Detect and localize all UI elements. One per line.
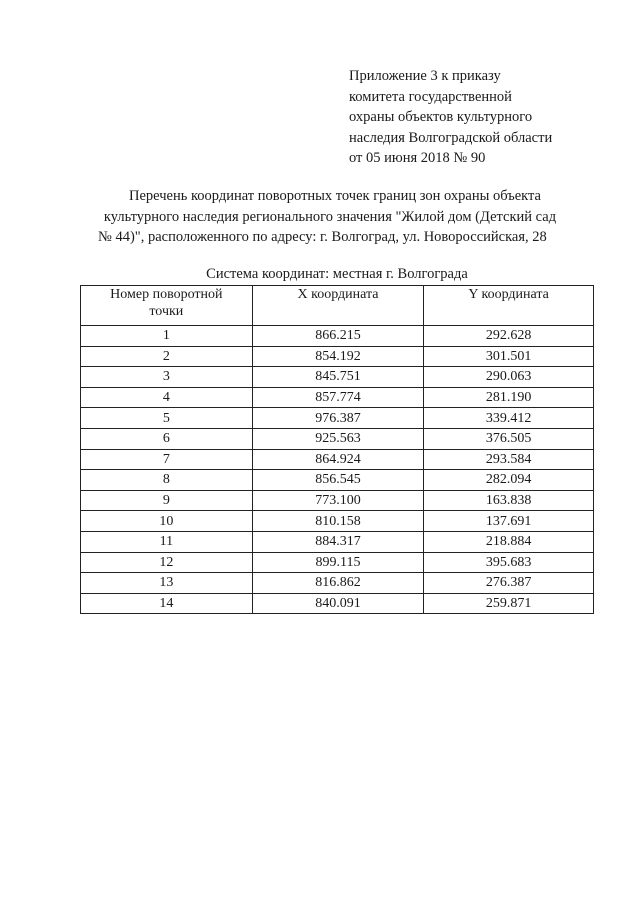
y-coordinate-cell: 218.884 (424, 531, 594, 552)
x-coordinate-cell: 925.563 (252, 428, 424, 449)
x-coordinate-cell: 816.862 (252, 573, 424, 594)
y-coordinate-cell: 137.691 (424, 511, 594, 532)
x-coordinate-cell: 856.545 (252, 470, 424, 491)
x-coordinate-cell: 976.387 (252, 408, 424, 429)
point-number-cell: 8 (81, 470, 253, 491)
y-coordinate-cell: 292.628 (424, 326, 594, 347)
table-header-row (81, 286, 594, 326)
point-number-cell: 11 (81, 531, 253, 552)
point-number-cell: 5 (81, 408, 253, 429)
x-coordinate-cell: 773.100 (252, 490, 424, 511)
point-number-cell: 13 (81, 573, 253, 594)
x-coordinate-cell: 845.751 (252, 367, 424, 388)
x-coordinate-cell: 840.091 (252, 593, 424, 614)
table-row (81, 428, 594, 449)
y-coordinate-cell: 282.094 (424, 470, 594, 491)
x-coordinate-cell: 866.215 (252, 326, 424, 347)
table-row (81, 490, 594, 511)
title-line: № 44)", расположенного по адресу: г. Волгоград, ул. Новороссийская, 28 (98, 229, 547, 245)
appendix-line: Приложение 3 к приказу (349, 68, 501, 84)
coordinate-system-caption: Система координат: местная г. Волгограда (206, 266, 468, 282)
y-coordinate-cell: 301.501 (424, 346, 594, 367)
y-coordinate-cell: 376.505 (424, 428, 594, 449)
table-row (81, 552, 594, 573)
table-row (81, 573, 594, 594)
x-coordinate-cell: 864.924 (252, 449, 424, 470)
point-number-cell: 7 (81, 449, 253, 470)
x-coordinate-cell: 899.115 (252, 552, 424, 573)
point-number-cell: 10 (81, 511, 253, 532)
table-row (81, 511, 594, 532)
table-row (81, 408, 594, 429)
title-line: культурного наследия регионального значения "Жилой дом (Детский сад (103, 208, 557, 225)
appendix-line: охраны объектов культурного (349, 109, 533, 125)
x-coordinate-cell: 810.158 (252, 511, 424, 532)
point-number-cell: 12 (81, 552, 253, 573)
appendix-line: комитета государственной (349, 88, 512, 105)
header-point-number-line1: Номер поворотной (110, 287, 223, 302)
table-body (81, 326, 594, 614)
x-coordinate-cell: 884.317 (252, 531, 424, 552)
table-row (81, 593, 594, 614)
appendix-reference (349, 66, 629, 169)
table-row (81, 531, 594, 552)
point-number-cell: 14 (81, 593, 253, 614)
point-number-cell: 6 (81, 428, 253, 449)
header-x-coordinate: X координата (252, 286, 424, 326)
appendix-line: от 05 июня 2018 № 90 (349, 150, 486, 166)
point-number-cell: 3 (81, 367, 253, 388)
x-coordinate-cell: 854.192 (252, 346, 424, 367)
table-row (81, 346, 594, 367)
header-y-coordinate: Y координата (424, 286, 594, 326)
header-point-number (81, 286, 253, 326)
appendix-line: наследия Волгоградской области (349, 129, 553, 146)
y-coordinate-cell: 259.871 (424, 593, 594, 614)
point-number-cell: 4 (81, 387, 253, 408)
x-coordinate-cell: 857.774 (252, 387, 424, 408)
y-coordinate-cell: 281.190 (424, 387, 594, 408)
point-number-cell: 9 (81, 490, 253, 511)
y-coordinate-cell: 339.412 (424, 408, 594, 429)
document-title (60, 186, 600, 248)
y-coordinate-cell: 290.063 (424, 367, 594, 388)
table-row (81, 367, 594, 388)
table-row (81, 449, 594, 470)
point-number-cell: 1 (81, 326, 253, 347)
y-coordinate-cell: 395.683 (424, 552, 594, 573)
y-coordinate-cell: 163.838 (424, 490, 594, 511)
coordinates-table (80, 285, 594, 614)
y-coordinate-cell: 293.584 (424, 449, 594, 470)
table-row (81, 387, 594, 408)
point-number-cell: 2 (81, 346, 253, 367)
y-coordinate-cell: 276.387 (424, 573, 594, 594)
header-point-number-line2: точки (149, 304, 184, 319)
title-line: Перечень координат поворотных точек границ зон охраны объекта (129, 188, 541, 204)
table-row (81, 326, 594, 347)
table-row (81, 470, 594, 491)
